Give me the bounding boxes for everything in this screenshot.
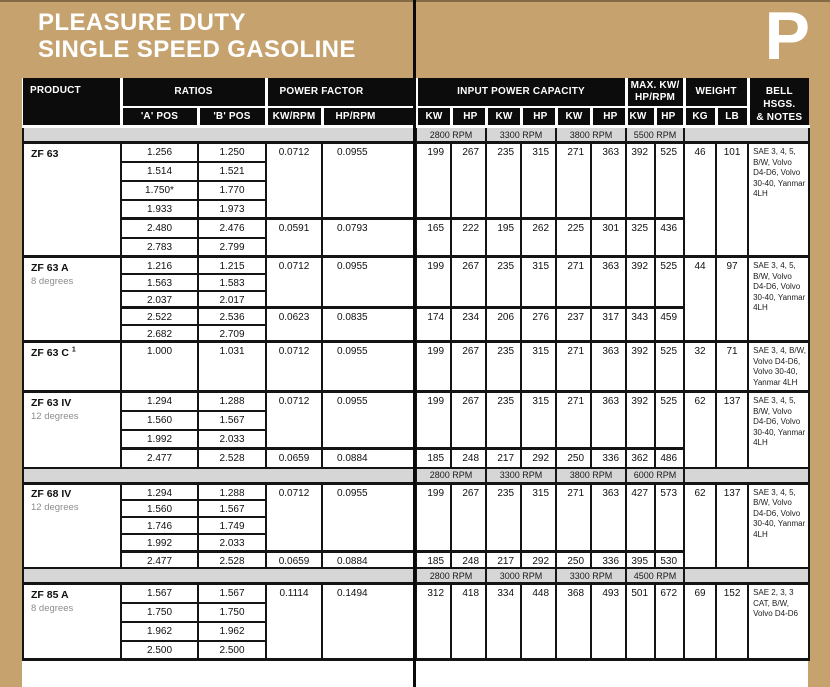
kw-rpm-cell: 0.0712 <box>266 483 322 551</box>
capacity-cell: 315 <box>521 392 556 449</box>
bell-housing-notes: SAE 3, 4, 5, B/W, Volvo D4-D6, Volvo 30-40, Yanmar 4LH <box>748 483 809 568</box>
ratio-a-cell: 1.216 <box>121 257 198 274</box>
kw-rpm-cell: 0.1114 <box>266 584 322 660</box>
bell-line1: BELL HSGS. <box>763 86 796 110</box>
capacity-cell: 271 <box>556 143 591 219</box>
max-kw-cell: 392 <box>626 143 655 219</box>
product-cell <box>23 584 121 660</box>
capacity-cell: 363 <box>591 392 626 449</box>
weight-kg-cell: 44 <box>684 257 716 342</box>
hp-rpm-cell: 0.0955 <box>322 392 416 449</box>
product-name: ZF 63 <box>31 147 59 160</box>
ratio-a-cell: 2.682 <box>121 325 198 342</box>
capacity-cell: 195 <box>486 219 521 257</box>
hp-rpm-cell: 0.1494 <box>322 584 416 660</box>
product-cell <box>23 143 121 257</box>
col-header-weight: WEIGHT <box>684 78 748 107</box>
product-name: ZF 63 C <box>31 346 69 359</box>
max-hp-cell: 486 <box>655 449 684 468</box>
ratio-b-cell: 1.031 <box>198 342 266 392</box>
col-header-input-power: INPUT POWER CAPACITY <box>416 78 626 107</box>
capacity-cell: 174 <box>416 308 451 342</box>
ratio-a-cell: 1.933 <box>121 200 198 219</box>
weight-lb-cell: 97 <box>716 257 748 342</box>
ratio-a-cell: 1.563 <box>121 274 198 291</box>
ratio-a-cell: 2.477 <box>121 551 198 568</box>
capacity-cell: 368 <box>556 584 591 660</box>
ratio-b-cell: 2.799 <box>198 238 266 257</box>
hp-rpm-cell: 0.0793 <box>322 219 416 257</box>
rpm-label: 2800 RPM <box>416 468 486 484</box>
hp-rpm-cell: 0.0955 <box>322 483 416 551</box>
capacity-cell: 235 <box>486 342 521 392</box>
capacity-cell: 222 <box>451 219 486 257</box>
rpm-label: 3300 RPM <box>556 568 626 584</box>
capacity-cell: 199 <box>416 257 451 308</box>
hp-rpm-cell: 0.0955 <box>322 257 416 308</box>
rpm-label: 3800 RPM <box>556 127 626 143</box>
col-header-ratios: RATIOS <box>121 78 266 107</box>
capacity-cell: 336 <box>591 551 626 568</box>
col-header-kw-1: KW <box>416 107 451 127</box>
capacity-cell: 199 <box>416 143 451 219</box>
hp-rpm-cell: 0.0884 <box>322 551 416 568</box>
col-header-hp-3: HP <box>591 107 626 127</box>
rpm-label: 3300 RPM <box>486 127 556 143</box>
col-header-power-factor: POWER FACTOR <box>266 78 416 107</box>
ratio-a-cell: 2.477 <box>121 449 198 468</box>
weight-kg-cell: 62 <box>684 392 716 468</box>
ratio-b-cell: 2.017 <box>198 291 266 308</box>
capacity-cell: 185 <box>416 449 451 468</box>
rpm-band-spacer <box>684 468 809 484</box>
ratio-a-cell: 1.992 <box>121 430 198 449</box>
capacity-cell: 276 <box>521 308 556 342</box>
col-header-kg: KG <box>684 107 716 127</box>
max-hp-cell: 573 <box>655 483 684 551</box>
max-hp-cell: 436 <box>655 219 684 257</box>
ratio-b-cell: 1.749 <box>198 517 266 534</box>
capacity-cell: 418 <box>451 584 486 660</box>
capacity-cell: 315 <box>521 257 556 308</box>
table-row <box>23 483 809 500</box>
capacity-cell: 315 <box>521 143 556 219</box>
max-kw-cell: 392 <box>626 392 655 449</box>
ratio-b-cell: 1.288 <box>198 392 266 411</box>
col-header-max-kw <box>626 78 684 107</box>
capacity-cell: 315 <box>521 342 556 392</box>
capacity-cell: 292 <box>521 551 556 568</box>
header-row-main <box>23 78 809 107</box>
max-kw-cell: 392 <box>626 342 655 392</box>
max-hp-cell: 459 <box>655 308 684 342</box>
rpm-band <box>23 127 809 143</box>
capacity-cell: 235 <box>486 392 521 449</box>
product-cell <box>23 342 121 392</box>
col-header-kw-2: KW <box>486 107 521 127</box>
ratio-b-cell: 1.250 <box>198 143 266 162</box>
capacity-cell: 334 <box>486 584 521 660</box>
ratio-a-cell: 1.294 <box>121 392 198 411</box>
kw-rpm-cell: 0.0659 <box>266 551 322 568</box>
col-header-hp-2: HP <box>521 107 556 127</box>
capacity-cell: 271 <box>556 342 591 392</box>
table-row <box>23 342 809 392</box>
ratio-b-cell: 1.962 <box>198 622 266 641</box>
section-letter: P <box>764 0 810 74</box>
capacity-cell: 206 <box>486 308 521 342</box>
capacity-cell: 267 <box>451 483 486 551</box>
max-kw-cell: 392 <box>626 257 655 308</box>
bell-housing-notes: SAE 3, 4, 5, B/W, Volvo D4-D6, Volvo 30-40, Yanmar 4LH <box>748 257 809 342</box>
rpm-label: 3000 RPM <box>486 568 556 584</box>
col-header-hp-rpm: HP/RPM <box>322 107 416 127</box>
hp-rpm-cell: 0.0955 <box>322 342 416 392</box>
table-row <box>23 143 809 162</box>
ratio-a-cell: 1.560 <box>121 500 198 517</box>
capacity-cell: 250 <box>556 551 591 568</box>
capacity-cell: 262 <box>521 219 556 257</box>
max-kw-cell: 343 <box>626 308 655 342</box>
max-hp-cell: 525 <box>655 392 684 449</box>
ratio-a-cell: 2.783 <box>121 238 198 257</box>
col-header-bell-housings <box>748 78 809 127</box>
capacity-cell: 317 <box>591 308 626 342</box>
spec-table <box>22 78 810 661</box>
ratio-a-cell: 1.746 <box>121 517 198 534</box>
capacity-cell: 267 <box>451 257 486 308</box>
col-header-b-pos: 'B' POS <box>198 107 266 127</box>
capacity-cell: 301 <box>591 219 626 257</box>
rpm-band <box>23 468 809 484</box>
rpm-band-spacer <box>23 568 416 584</box>
col-header-kw-3: KW <box>556 107 591 127</box>
ratio-b-cell: 2.476 <box>198 219 266 238</box>
ratio-a-cell: 1.962 <box>121 622 198 641</box>
kw-rpm-cell: 0.0591 <box>266 219 322 257</box>
ratio-a-cell: 1.256 <box>121 143 198 162</box>
capacity-cell: 363 <box>591 342 626 392</box>
hp-rpm-cell: 0.0884 <box>322 449 416 468</box>
ratio-b-cell: 2.528 <box>198 551 266 568</box>
ratio-b-cell: 2.528 <box>198 449 266 468</box>
ratio-a-cell: 1.294 <box>121 483 198 500</box>
weight-lb-cell: 152 <box>716 584 748 660</box>
weight-kg-cell: 32 <box>684 342 716 392</box>
max-kw-cell: 325 <box>626 219 655 257</box>
col-header-product: PRODUCT <box>23 78 121 127</box>
ratio-a-cell: 1.000 <box>121 342 198 392</box>
capacity-cell: 250 <box>556 449 591 468</box>
bell-housing-notes: SAE 3, 4, 5, B/W, Volvo D4-D6, Volvo 30-40, Yanmar 4LH <box>748 143 809 257</box>
capacity-cell: 493 <box>591 584 626 660</box>
col-header-max-hp: HP <box>655 107 684 127</box>
table-row <box>23 257 809 274</box>
capacity-cell: 448 <box>521 584 556 660</box>
capacity-cell: 336 <box>591 449 626 468</box>
ratio-b-cell: 2.709 <box>198 325 266 342</box>
max-hp-cell: 672 <box>655 584 684 660</box>
ratio-a-cell: 2.037 <box>121 291 198 308</box>
weight-kg-cell: 46 <box>684 143 716 257</box>
table-row <box>23 584 809 603</box>
capacity-cell: 199 <box>416 483 451 551</box>
ratio-a-cell: 1.992 <box>121 534 198 551</box>
max-kw-line2: HP/RPM <box>635 92 676 103</box>
capacity-cell: 165 <box>416 219 451 257</box>
max-kw-cell: 362 <box>626 449 655 468</box>
rpm-band <box>23 568 809 584</box>
ratio-b-cell: 1.583 <box>198 274 266 291</box>
max-kw-cell: 427 <box>626 483 655 551</box>
ratio-a-cell: 1.750* <box>121 181 198 200</box>
rpm-label: 2800 RPM <box>416 127 486 143</box>
rpm-band-spacer <box>23 127 416 143</box>
page-title-line2: SINGLE SPEED GASOLINE <box>38 36 356 63</box>
capacity-cell: 235 <box>486 483 521 551</box>
capacity-cell: 199 <box>416 392 451 449</box>
ratio-a-cell: 1.567 <box>121 584 198 603</box>
product-footnote: 1 <box>71 346 76 353</box>
weight-lb-cell: 101 <box>716 143 748 257</box>
kw-rpm-cell: 0.0712 <box>266 257 322 308</box>
capacity-cell: 235 <box>486 143 521 219</box>
rpm-label: 2800 RPM <box>416 568 486 584</box>
product-name: ZF 85 A <box>31 588 69 601</box>
weight-lb-cell: 71 <box>716 342 748 392</box>
max-hp-cell: 530 <box>655 551 684 568</box>
capacity-cell: 363 <box>591 257 626 308</box>
capacity-cell: 199 <box>416 342 451 392</box>
ratio-a-cell: 2.500 <box>121 641 198 660</box>
bell-housing-notes: SAE 3, 4, 5, B/W, Volvo D4-D6, Volvo 30-40, Yanmar 4LH <box>748 392 809 468</box>
capacity-cell: 248 <box>451 449 486 468</box>
capacity-cell: 271 <box>556 483 591 551</box>
max-hp-cell: 525 <box>655 342 684 392</box>
header-row-sub <box>23 107 809 127</box>
rpm-band-spacer <box>684 127 809 143</box>
col-header-max-kw: KW <box>626 107 655 127</box>
max-kw-cell: 501 <box>626 584 655 660</box>
capacity-cell: 234 <box>451 308 486 342</box>
rpm-label: 5500 RPM <box>626 127 684 143</box>
ratio-b-cell: 1.973 <box>198 200 266 219</box>
page-title <box>38 9 356 63</box>
ratio-b-cell: 1.567 <box>198 584 266 603</box>
ratio-b-cell: 2.033 <box>198 430 266 449</box>
capacity-cell: 267 <box>451 143 486 219</box>
ratio-b-cell: 1.567 <box>198 411 266 430</box>
capacity-cell: 248 <box>451 551 486 568</box>
capacity-cell: 363 <box>591 483 626 551</box>
capacity-cell: 292 <box>521 449 556 468</box>
ratio-b-cell: 1.521 <box>198 162 266 181</box>
weight-kg-cell: 62 <box>684 483 716 568</box>
page-title-line1: PLEASURE DUTY <box>38 9 246 36</box>
product-angle: 8 degrees <box>31 275 74 287</box>
rpm-band-spacer <box>23 468 416 484</box>
ratio-a-cell: 2.522 <box>121 308 198 325</box>
kw-rpm-cell: 0.0659 <box>266 449 322 468</box>
rpm-label: 6000 RPM <box>626 468 684 484</box>
ratio-b-cell: 1.567 <box>198 500 266 517</box>
ratio-a-cell: 1.514 <box>121 162 198 181</box>
col-header-lb: LB <box>716 107 748 127</box>
ratio-b-cell: 1.215 <box>198 257 266 274</box>
max-kw-cell: 395 <box>626 551 655 568</box>
weight-lb-cell: 137 <box>716 483 748 568</box>
product-cell <box>23 392 121 468</box>
col-header-hp-1: HP <box>451 107 486 127</box>
ratio-b-cell: 2.500 <box>198 641 266 660</box>
ratio-b-cell: 1.750 <box>198 603 266 622</box>
capacity-cell: 312 <box>416 584 451 660</box>
bell-housing-notes: SAE 3, 4, B/W, Volvo D4-D6, Volvo 30-40, Yanmar 4LH <box>748 342 809 392</box>
bell-line2: & NOTES <box>756 112 803 123</box>
capacity-cell: 185 <box>416 551 451 568</box>
product-cell <box>23 483 121 568</box>
product-angle: 12 degrees <box>31 502 79 513</box>
col-header-kw-rpm: KW/RPM <box>266 107 322 127</box>
product-name: ZF 68 IV <box>31 488 72 500</box>
col-header-a-pos: 'A' POS <box>121 107 198 127</box>
capacity-cell: 237 <box>556 308 591 342</box>
ratio-b-cell: 1.288 <box>198 483 266 500</box>
ratio-b-cell: 2.536 <box>198 308 266 325</box>
max-kw-line1: MAX. KW/ <box>630 80 680 91</box>
ratio-a-cell: 1.750 <box>121 603 198 622</box>
weight-lb-cell: 137 <box>716 392 748 468</box>
product-name: ZF 63 A <box>31 261 69 274</box>
hp-rpm-cell: 0.0955 <box>322 143 416 219</box>
ratio-a-cell: 1.560 <box>121 411 198 430</box>
ratio-b-cell: 2.033 <box>198 534 266 551</box>
capacity-cell: 217 <box>486 449 521 468</box>
capacity-cell: 363 <box>591 143 626 219</box>
ratio-a-cell: 2.480 <box>121 219 198 238</box>
max-hp-cell: 525 <box>655 143 684 219</box>
capacity-cell: 271 <box>556 257 591 308</box>
capacity-cell: 267 <box>451 342 486 392</box>
product-angle: 8 degrees <box>31 602 74 614</box>
kw-rpm-cell: 0.0712 <box>266 392 322 449</box>
rpm-label: 4500 RPM <box>626 568 684 584</box>
max-hp-cell: 525 <box>655 257 684 308</box>
rpm-label: 3300 RPM <box>486 468 556 484</box>
rpm-label: 3800 RPM <box>556 468 626 484</box>
capacity-cell: 315 <box>521 483 556 551</box>
capacity-cell: 267 <box>451 392 486 449</box>
product-cell <box>23 257 121 342</box>
vertical-page-rule <box>413 0 416 687</box>
capacity-cell: 271 <box>556 392 591 449</box>
capacity-cell: 225 <box>556 219 591 257</box>
product-angle: 12 degrees <box>31 410 79 422</box>
rpm-band-spacer <box>684 568 809 584</box>
kw-rpm-cell: 0.0712 <box>266 342 322 392</box>
weight-kg-cell: 69 <box>684 584 716 660</box>
kw-rpm-cell: 0.0712 <box>266 143 322 219</box>
capacity-cell: 235 <box>486 257 521 308</box>
bell-housing-notes: SAE 2, 3, 3 CAT, B/W, Volvo D4-D6 <box>748 584 809 660</box>
ratio-b-cell: 1.770 <box>198 181 266 200</box>
capacity-cell: 217 <box>486 551 521 568</box>
kw-rpm-cell: 0.0623 <box>266 308 322 342</box>
product-name: ZF 63 IV <box>31 396 72 409</box>
table-row <box>23 392 809 411</box>
hp-rpm-cell: 0.0835 <box>322 308 416 342</box>
